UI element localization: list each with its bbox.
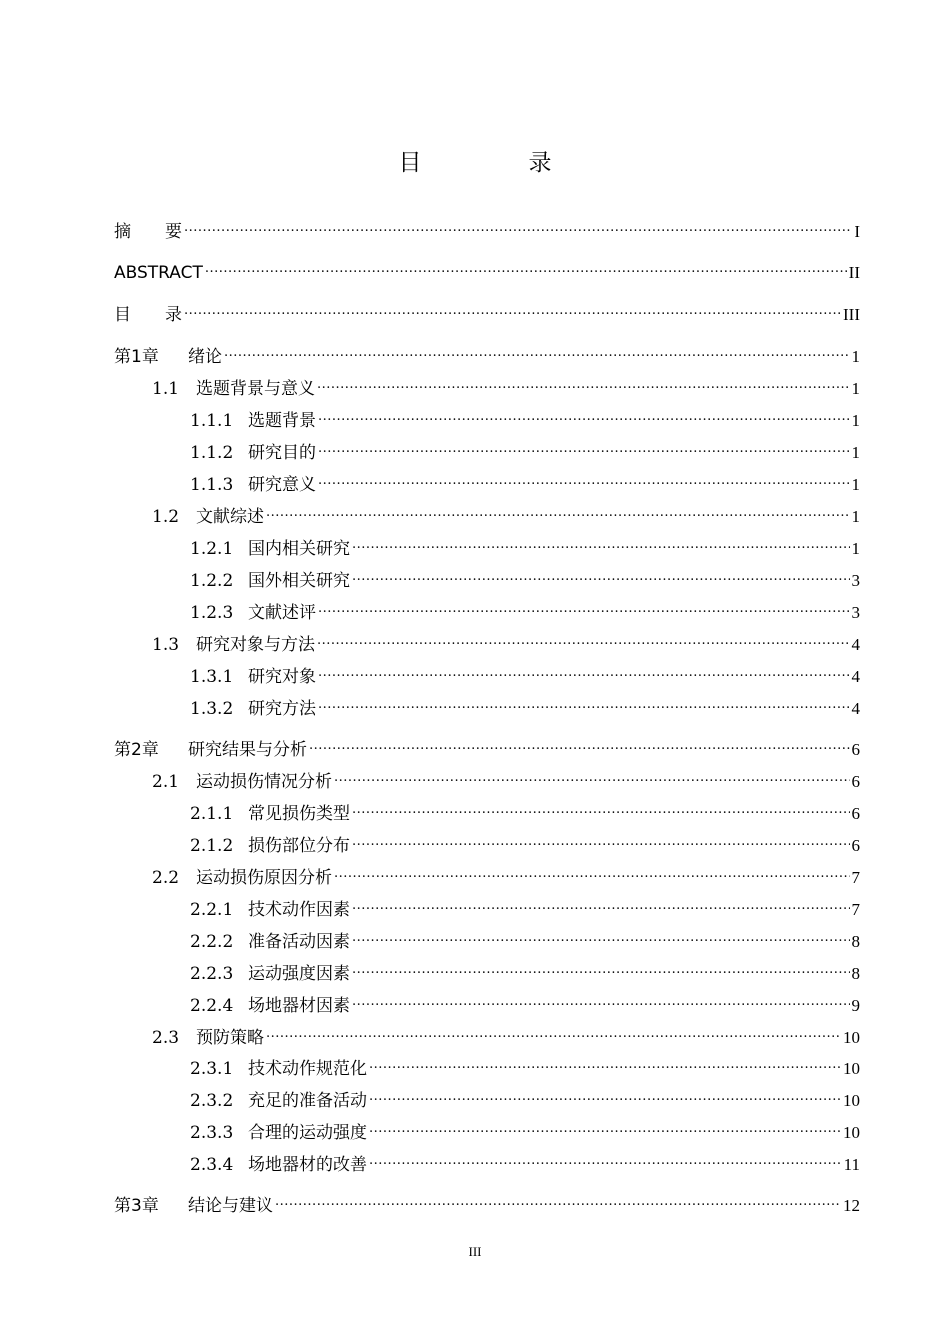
toc-entry-number: 2.2.4 [190, 996, 234, 1016]
toc-dot-leader [309, 731, 850, 755]
toc-dot-leader [317, 626, 850, 650]
toc-entry-label: 研究意义 [248, 475, 316, 495]
toc-entry-number: 1.1.1 [190, 411, 234, 431]
toc-dot-leader [318, 658, 850, 682]
toc-dot-leader [369, 1050, 841, 1074]
toc-entry-label: 文献述评 [248, 603, 316, 623]
toc-dot-leader [275, 1187, 841, 1211]
toc-entry-page: 10 [843, 1091, 860, 1110]
toc-entry[interactable] [114, 338, 860, 367]
toc-entry-number: 2.3.3 [190, 1123, 234, 1143]
toc-entry-page: 1 [851, 347, 860, 366]
toc-entry-label: 运动损伤原因分析 [196, 868, 332, 888]
toc-entry[interactable] [190, 955, 860, 984]
toc-entry-number: 1.1 [152, 379, 180, 399]
toc-entry-label: 技术动作因素 [248, 900, 350, 920]
toc-dot-leader [318, 690, 850, 714]
toc-dot-leader [334, 859, 850, 883]
toc-entry-page: 1 [851, 539, 860, 558]
toc-entry[interactable] [190, 562, 860, 591]
toc-entry-number: 1.3 [152, 635, 180, 655]
toc-entry-page: 6 [851, 836, 860, 855]
toc-entry[interactable] [190, 530, 860, 559]
toc-dot-leader [205, 254, 847, 278]
toc-entry[interactable] [114, 1187, 860, 1216]
toc-dot-leader [318, 594, 850, 618]
toc-entry-number: 2.1.2 [190, 836, 234, 856]
toc-entry-number: 1.3.2 [190, 699, 234, 719]
toc-entry[interactable] [190, 690, 860, 719]
toc-entry-page: 1 [851, 475, 860, 494]
toc-dot-leader [318, 434, 850, 458]
toc-entry-label: 损伤部位分布 [248, 836, 350, 856]
toc-entry-number: 1.2.1 [190, 539, 234, 559]
toc-entry-number: 2.3.2 [190, 1091, 234, 1111]
toc-entry[interactable] [114, 254, 860, 283]
toc-entry[interactable] [190, 1082, 860, 1111]
toc-entry[interactable] [190, 594, 860, 623]
toc-entry[interactable] [152, 859, 860, 888]
toc-entry-page: 4 [851, 667, 860, 686]
toc-entry[interactable] [152, 763, 860, 792]
toc-entry-page: 4 [851, 635, 860, 654]
toc-dot-leader [318, 466, 850, 490]
toc-dot-leader [352, 923, 850, 947]
page-footer-number: III [468, 1244, 482, 1259]
toc-entry-number: 2.3.1 [190, 1059, 234, 1079]
toc-entry[interactable] [114, 213, 860, 242]
toc-entry-page: 9 [851, 996, 860, 1015]
toc-entry-number: 2.2.1 [190, 900, 234, 920]
toc-entry-page: II [848, 263, 860, 282]
toc-entry-page: 8 [851, 964, 860, 983]
toc-entry[interactable] [152, 626, 860, 655]
toc-entry-label: 合理的运动强度 [248, 1123, 367, 1143]
toc-entry-page: 1 [851, 411, 860, 430]
toc-entry-label: 研究结果与分析 [188, 740, 307, 760]
toc-entry-page: 1 [851, 507, 860, 526]
toc-dot-leader [317, 370, 850, 394]
toc-entry-label: 绪论 [188, 347, 222, 367]
toc-entry[interactable] [152, 370, 860, 399]
toc-entry-page: 6 [851, 804, 860, 823]
toc-entry-label: 文献综述 [196, 507, 264, 527]
toc-entry-page: 3 [851, 571, 860, 590]
toc-dot-leader [369, 1114, 841, 1138]
toc-entry-page: 10 [843, 1123, 860, 1142]
toc-entry[interactable] [190, 795, 860, 824]
toc-entry-page: 11 [843, 1155, 860, 1174]
toc-entry-number: 1.1.2 [190, 443, 234, 463]
toc-entry-page: I [854, 222, 860, 241]
toc-entry[interactable] [114, 296, 860, 325]
toc-entry-label: 摘 要 [114, 222, 182, 242]
toc-entry-label: 常见损伤类型 [248, 804, 350, 824]
toc-dot-leader [318, 402, 850, 426]
toc-dot-leader [352, 955, 850, 979]
toc-entry-number: 1.3.1 [190, 667, 234, 687]
toc-entry-label: 场地器材的改善 [248, 1155, 367, 1175]
toc-entry-label: 国外相关研究 [248, 571, 350, 591]
toc-entry[interactable] [190, 891, 860, 920]
toc-entry-page: III [843, 305, 860, 324]
toc-entry-page: 6 [851, 772, 860, 791]
toc-entry-page: 6 [851, 740, 860, 759]
toc-entry-number: 第3章 [114, 1196, 159, 1216]
toc-dot-leader [352, 891, 850, 915]
toc-entry-label: 充足的准备活动 [248, 1091, 367, 1111]
toc-entry-number: 2.3 [152, 1028, 180, 1048]
toc-entry-number: 第1章 [114, 347, 159, 367]
toc-entry-number: 1.2.2 [190, 571, 234, 591]
toc-entry-number: 2.1 [152, 772, 180, 792]
toc-entry-page: 1 [851, 379, 860, 398]
toc-dot-leader [224, 338, 850, 362]
toc-entry-label: 选题背景 [248, 411, 316, 431]
toc-entry[interactable] [190, 434, 860, 463]
toc-entry[interactable] [190, 402, 860, 431]
toc-entry-page: 3 [851, 603, 860, 622]
toc-title: 目 录 [398, 150, 594, 176]
toc-dot-leader [352, 530, 850, 554]
toc-entry[interactable] [190, 1146, 860, 1175]
toc-entry[interactable] [190, 1114, 860, 1143]
toc-entry[interactable] [190, 466, 860, 495]
toc-entry[interactable] [152, 498, 860, 527]
toc-entry-page: 10 [843, 1028, 860, 1047]
toc-entry[interactable] [190, 1050, 860, 1079]
toc-entry-number: 2.2.3 [190, 964, 234, 984]
toc-entry[interactable] [190, 987, 860, 1016]
toc-entry-number: 2.3.4 [190, 1155, 234, 1175]
toc-entry-number: 2.1.1 [190, 804, 234, 824]
toc-entry[interactable] [190, 658, 860, 687]
toc-dot-leader [352, 827, 850, 851]
toc-entry-page: 1 [851, 443, 860, 462]
toc-entry-page: 7 [851, 868, 860, 887]
toc-entry-label: 研究方法 [248, 699, 316, 719]
toc-dot-leader [369, 1146, 842, 1170]
toc-entry-number: 1.2 [152, 507, 180, 527]
toc-entry[interactable] [190, 923, 860, 952]
toc-entry-page: 4 [851, 699, 860, 718]
toc-entry-label: 运动损伤情况分析 [196, 772, 332, 792]
toc-entry-number: 1.1.3 [190, 475, 234, 495]
toc-entry-label: 运动强度因素 [248, 964, 350, 984]
toc-entry-page: 8 [851, 932, 860, 951]
toc-entry[interactable] [190, 827, 860, 856]
toc-entry-number: 2.2.2 [190, 932, 234, 952]
toc-entry-label: 目 录 [114, 305, 182, 325]
toc-entry-number: 1.2.3 [190, 603, 234, 623]
toc-entry-label: 研究对象与方法 [196, 635, 315, 655]
toc-entry-page: 10 [843, 1059, 860, 1078]
toc-dot-leader [369, 1082, 841, 1106]
toc-entry-number: 第2章 [114, 740, 159, 760]
toc-entry[interactable] [114, 731, 860, 760]
toc-entry-label: ABSTRACT [114, 263, 203, 283]
toc-dot-leader [184, 213, 852, 237]
toc-dot-leader [352, 562, 850, 586]
toc-dot-leader [352, 987, 850, 1011]
toc-dot-leader [352, 795, 850, 819]
toc-dot-leader [334, 763, 850, 787]
toc-dot-leader [266, 498, 850, 522]
toc-entry-label: 场地器材因素 [248, 996, 350, 1016]
toc-dot-leader [266, 1019, 841, 1043]
toc-entry-page: 12 [843, 1196, 860, 1215]
toc-entry-label: 准备活动因素 [248, 932, 350, 952]
toc-entry-label: 结论与建议 [188, 1196, 273, 1216]
toc-entry-label: 技术动作规范化 [248, 1059, 367, 1079]
toc-entry-number: 2.2 [152, 868, 180, 888]
toc-dot-leader [184, 296, 841, 320]
toc-entry-label: 研究目的 [248, 443, 316, 463]
toc-entry-label: 选题背景与意义 [196, 379, 315, 399]
toc-entry[interactable] [152, 1019, 860, 1048]
toc-entry-label: 预防策略 [196, 1028, 264, 1048]
toc-entry-label: 国内相关研究 [248, 539, 350, 559]
toc-entry-label: 研究对象 [248, 667, 316, 687]
toc-entry-page: 7 [851, 900, 860, 919]
